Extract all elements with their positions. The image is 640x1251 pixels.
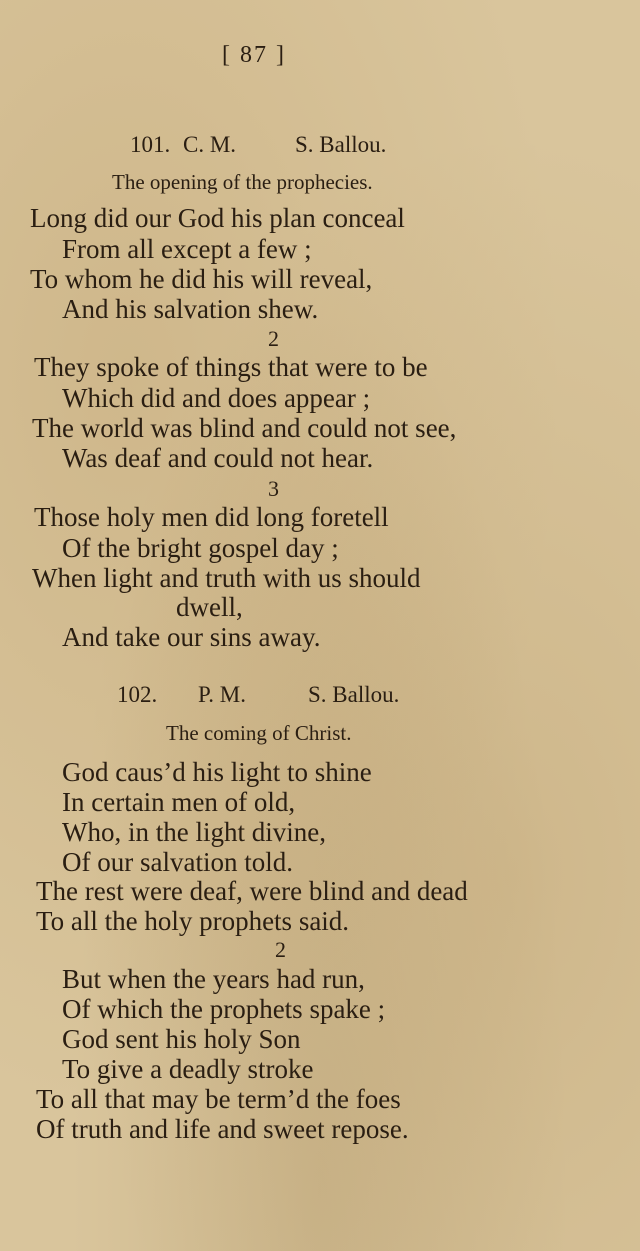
hymn-subtitle: The coming of Christ. xyxy=(166,721,352,745)
verse-line: To whom he did his will reveal, xyxy=(30,264,373,294)
verse-line: The rest were deaf, were blind and dead xyxy=(36,876,468,906)
verse-line: Long did our God his plan conceal xyxy=(30,203,405,233)
verse-line: To give a deadly stroke xyxy=(62,1054,314,1084)
verse-line: God caus’d his light to shine xyxy=(62,757,372,787)
verse-line: In certain men of old, xyxy=(62,787,296,817)
stanza-number: 2 xyxy=(275,937,286,962)
verse-line: Who, in the light divine, xyxy=(62,817,326,847)
stanza-number: 2 xyxy=(268,326,279,351)
hymn-author: S. Ballou. xyxy=(295,132,387,157)
verse-line: Was deaf and could not hear. xyxy=(62,443,374,473)
hymn-number: 101. xyxy=(130,132,171,157)
verse-line: From all except a few ; xyxy=(62,234,312,264)
hymn-author: S. Ballou. xyxy=(308,682,400,707)
verse-line: Which did and does appear ; xyxy=(62,383,371,413)
verse-line: And his salvation shew. xyxy=(62,294,319,324)
hymn-meter: C. M. xyxy=(183,132,237,157)
verse-line: But when the years had run, xyxy=(62,964,365,994)
verse-line: God sent his holy Son xyxy=(62,1024,301,1054)
verse-line: Of the bright gospel day ; xyxy=(62,533,339,563)
verse-line: To all the holy prophets said. xyxy=(36,906,350,936)
hymn-number: 102. xyxy=(117,682,158,707)
stanza-number: 3 xyxy=(268,476,279,501)
verse-line: Of truth and life and sweet repose. xyxy=(36,1114,409,1144)
verse-line: To all that may be term’d the foes xyxy=(36,1084,401,1114)
verse-line: And take our sins away. xyxy=(62,622,321,652)
hymn-subtitle: The opening of the prophecies. xyxy=(112,170,373,194)
verse-line: Those holy men did long foretell xyxy=(34,502,389,532)
page-number: [ 87 ] xyxy=(222,42,286,68)
verse-line-continuation: dwell, xyxy=(176,592,243,622)
verse-line: They spoke of things that were to be xyxy=(34,352,428,382)
hymn-meter: P. M. xyxy=(198,682,246,707)
verse-line: Of our salvation told. xyxy=(62,847,293,877)
verse-line: When light and truth with us should xyxy=(32,563,421,593)
verse-line: Of which the prophets spake ; xyxy=(62,994,386,1024)
verse-line: The world was blind and could not see, xyxy=(32,413,457,443)
